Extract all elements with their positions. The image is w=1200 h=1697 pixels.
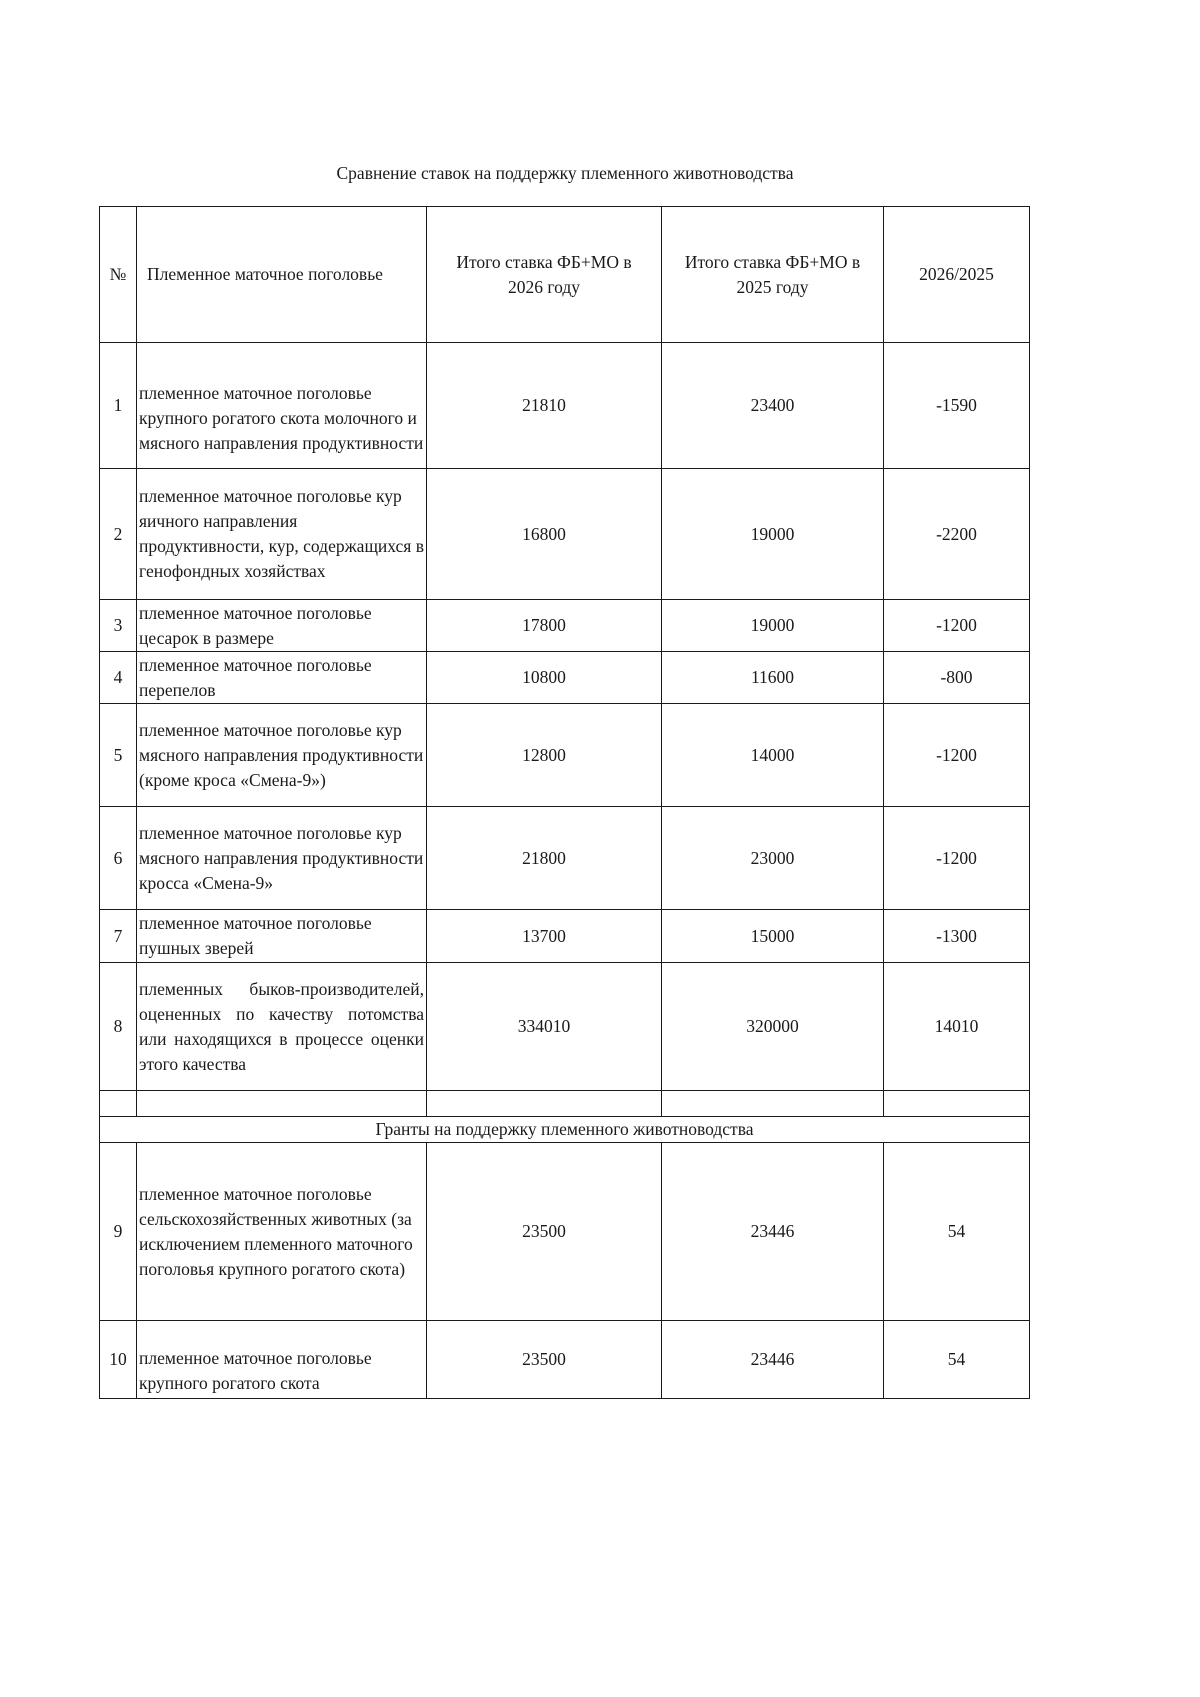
row-num: 3 [100, 600, 137, 652]
row-num: 1 [100, 343, 137, 469]
header-group: Племенное маточное поголовье [137, 207, 427, 343]
row-description: племенное маточное поголовье пушных зверей [137, 910, 427, 963]
row-description-text: племенное маточное поголовье крупного рогатого скота молочного и мясного направления продуктивности [139, 383, 424, 453]
row-rate-2025: 15000 [662, 910, 884, 963]
row-diff: -1590 [884, 343, 1030, 469]
row-rate-2026: 16800 [427, 469, 662, 600]
row-rate-2026: 17800 [427, 600, 662, 652]
row-num: 4 [100, 652, 137, 704]
row-rate-2025: 14000 [662, 704, 884, 807]
row-description [137, 1321, 427, 1399]
row-description: племенное маточное поголовье перепелов [137, 652, 427, 704]
row-rate-2026: 13700 [427, 910, 662, 963]
table-row [100, 469, 1030, 600]
empty-cell [884, 1091, 1030, 1117]
empty-row [100, 1091, 1030, 1117]
row-num: 5 [100, 704, 137, 807]
row-num: 9 [100, 1143, 137, 1321]
row-diff: -1300 [884, 910, 1030, 963]
table-row [100, 1143, 1030, 1321]
empty-cell [427, 1091, 662, 1117]
table-row [100, 704, 1030, 807]
row-description: племенное маточное поголовье кур мясного направления продуктивности (кроме кроса «Смена-9») [137, 704, 427, 807]
row-description: племенных быков-производителей, оцененных по качеству потомства или находящихся в процессе оценки этого качества [137, 963, 427, 1091]
header-rate-2025-text: Итого ставка ФБ+МО в 2025 году [684, 251, 861, 297]
row-rate-2025: 23400 [662, 343, 884, 469]
row-num: 6 [100, 807, 137, 910]
table-row [100, 600, 1030, 652]
empty-cell [100, 1091, 137, 1117]
row-rate-2026: 23500 [427, 1321, 662, 1399]
rates-comparison-table [99, 206, 1030, 1399]
row-num: 8 [100, 963, 137, 1091]
row-rate-2026: 12800 [427, 704, 662, 807]
row-diff: -2200 [884, 469, 1030, 600]
row-rate-2025: 23446 [662, 1143, 884, 1321]
table-header-row [100, 207, 1030, 343]
header-rate-2026 [427, 207, 662, 343]
empty-cell [137, 1091, 427, 1117]
row-diff: 54 [884, 1321, 1030, 1399]
header-rate-2025 [662, 207, 884, 343]
row-rate-2026: 21810 [427, 343, 662, 469]
row-rate-2025: 19000 [662, 469, 884, 600]
row-rate-2026: 21800 [427, 807, 662, 910]
document-title: Сравнение ставок на поддержку племенного животноводства [336, 163, 794, 183]
row-diff: -1200 [884, 600, 1030, 652]
empty-cell [662, 1091, 884, 1117]
row-rate-2026: 23500 [427, 1143, 662, 1321]
row-description: племенное маточное поголовье цесарок в размере [137, 600, 427, 652]
row-num: 2 [100, 469, 137, 600]
row-description: племенное маточное поголовье сельскохозяйственных животных (за исключением племенного маточного поголовья крупного рогатого скота) [137, 1143, 427, 1321]
header-num: № [100, 207, 137, 343]
grants-section-title: Гранты на поддержку племенного животноводства [100, 1117, 1030, 1143]
row-rate-2025: 320000 [662, 963, 884, 1091]
row-num: 10 [100, 1321, 137, 1399]
row-description [137, 343, 427, 469]
table-row [100, 343, 1030, 469]
row-diff: -800 [884, 652, 1030, 704]
header-rate-2026-text: Итого ставка ФБ+МО в 2026 году [456, 251, 632, 297]
row-num: 7 [100, 910, 137, 963]
table-row [100, 963, 1030, 1091]
row-rate-2025: 23446 [662, 1321, 884, 1399]
table-row [100, 910, 1030, 963]
row-rate-2025: 23000 [662, 807, 884, 910]
section-header-row [100, 1117, 1030, 1143]
table-row [100, 1321, 1030, 1399]
table-row [100, 807, 1030, 910]
row-rate-2026: 334010 [427, 963, 662, 1091]
row-rate-2026: 10800 [427, 652, 662, 704]
row-diff: -1200 [884, 807, 1030, 910]
row-diff: 54 [884, 1143, 1030, 1321]
table-row [100, 652, 1030, 704]
row-rate-2025: 19000 [662, 600, 884, 652]
row-rate-2025: 11600 [662, 652, 884, 704]
row-diff: -1200 [884, 704, 1030, 807]
row-diff: 14010 [884, 963, 1030, 1091]
row-description: племенное маточное поголовье кур мясного направления продуктивности кросса «Смена-9» [137, 807, 427, 910]
header-ratio: 2026/2025 [884, 207, 1030, 343]
row-description: племенное маточное поголовье кур яичного направления продуктивности, кур, содержащихся в генофондных хозяйствах [137, 469, 427, 600]
row-description-text: племенное маточное поголовье крупного рогатого скота [139, 1347, 372, 1393]
